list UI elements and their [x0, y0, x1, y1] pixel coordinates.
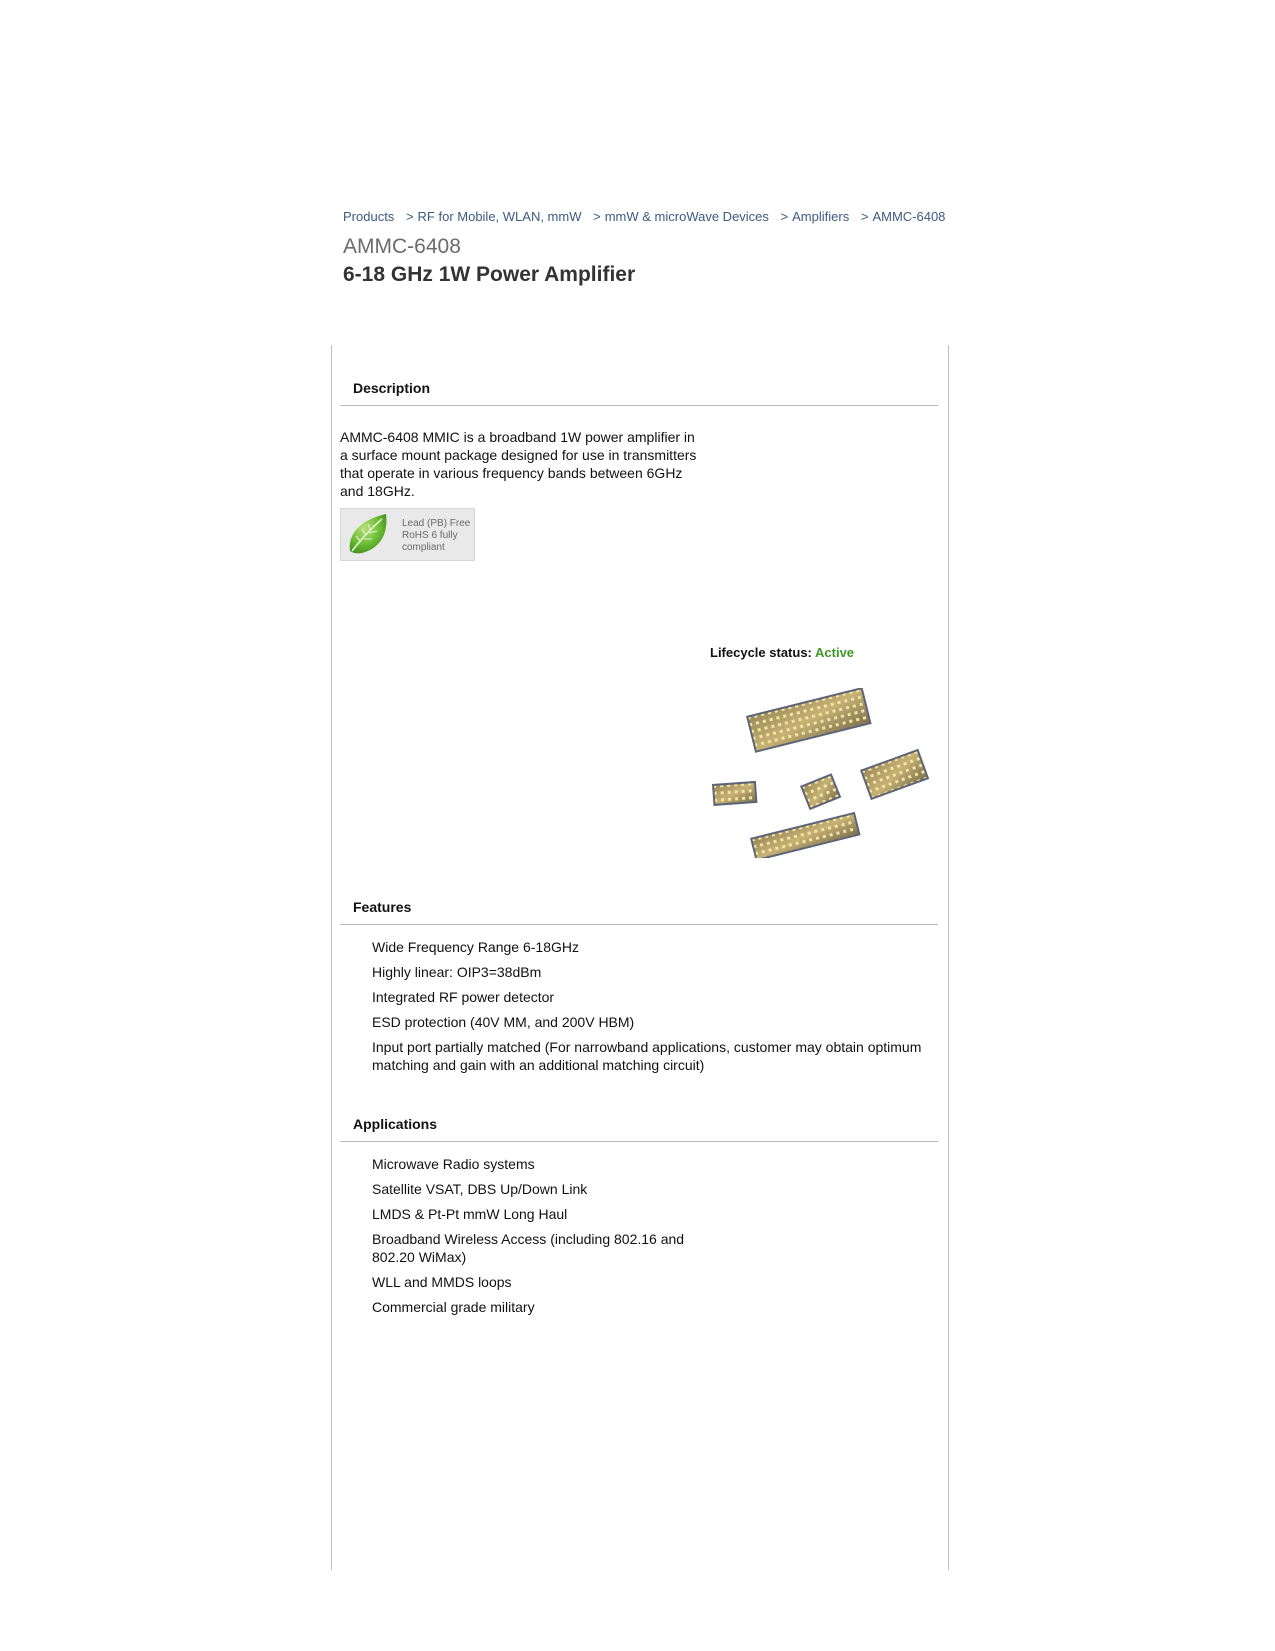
- leaf-icon: [344, 511, 396, 559]
- product-chips-image: [708, 688, 934, 858]
- breadcrumb-separator: >: [860, 209, 869, 224]
- chip-small-center: [800, 773, 841, 810]
- list-item: Highly linear: OIP3=38dBm: [372, 964, 542, 980]
- applications-divider: [340, 1141, 938, 1142]
- breadcrumb-separator: >: [780, 209, 789, 224]
- applications-list: [372, 1155, 712, 1323]
- breadcrumb-separator: >: [593, 209, 601, 224]
- list-item: Integrated RF power detector: [372, 989, 555, 1005]
- list-item: Broadband Wireless Access (including 802.16 and 802.20 WiMax): [372, 1231, 685, 1265]
- list-item: Wide Frequency Range 6-18GHz: [372, 939, 579, 955]
- breadcrumb-link-rf-mobile[interactable]: RF for Mobile, WLAN, mmW: [417, 209, 582, 224]
- list-item: ESD protection (40V MM, and 200V HBM): [372, 1014, 635, 1030]
- list-item: Satellite VSAT, DBS Up/Down Link: [372, 1181, 588, 1197]
- chip-long-bottom: [750, 812, 861, 858]
- list-item: Commercial grade military: [372, 1299, 535, 1315]
- rohs-badge: [340, 508, 475, 561]
- part-number: AMMC-6408: [343, 235, 461, 258]
- features-divider: [340, 924, 938, 925]
- features-list: [372, 938, 942, 1081]
- list-item: Microwave Radio systems: [372, 1156, 535, 1172]
- description-heading: Description: [353, 380, 431, 396]
- list-item: LMDS & Pt-Pt mmW Long Haul: [372, 1206, 568, 1222]
- chip-small-left: [712, 781, 757, 806]
- lifecycle-label: Lifecycle status:: [710, 645, 812, 660]
- rohs-line-rohs6: RoHS 6 fully: [402, 530, 458, 541]
- lifecycle-status: [710, 645, 854, 660]
- breadcrumb-link-current[interactable]: AMMC-6408: [872, 209, 946, 224]
- features-heading: Features: [353, 899, 412, 915]
- content-border-right: [948, 345, 949, 1570]
- rohs-line-lead-free: Lead (PB) Free: [402, 518, 471, 529]
- page-title: 6-18 GHz 1W Power Amplifier: [343, 263, 636, 286]
- applications-heading: Applications: [353, 1116, 438, 1132]
- breadcrumb-separator: >: [405, 209, 414, 224]
- chip-right: [860, 749, 929, 800]
- list-item: WLL and MMDS loops: [372, 1274, 512, 1290]
- chip-large: [746, 688, 872, 753]
- content-border-left: [331, 345, 332, 1570]
- list-item: Input port partially matched (For narrowband applications, customer may obtain optimum matching and gain with an additional matching circuit): [372, 1039, 922, 1073]
- lifecycle-status-value: Active: [815, 645, 855, 660]
- breadcrumb-link-products[interactable]: Products: [343, 209, 395, 224]
- breadcrumb-link-mmw-devices[interactable]: mmW & microWave Devices: [604, 209, 769, 224]
- rohs-text: [402, 518, 470, 554]
- description-text: AMMC-6408 MMIC is a broadband 1W power amplifier in a surface mount package designed for use in transmitters that operate in various frequency bands between 6GHz and 18GHz.: [340, 429, 697, 499]
- breadcrumb: [343, 209, 945, 224]
- breadcrumb-link-amplifiers[interactable]: Amplifiers: [792, 209, 850, 224]
- rohs-line-compliant: compliant: [402, 542, 445, 553]
- description-divider: [340, 405, 938, 406]
